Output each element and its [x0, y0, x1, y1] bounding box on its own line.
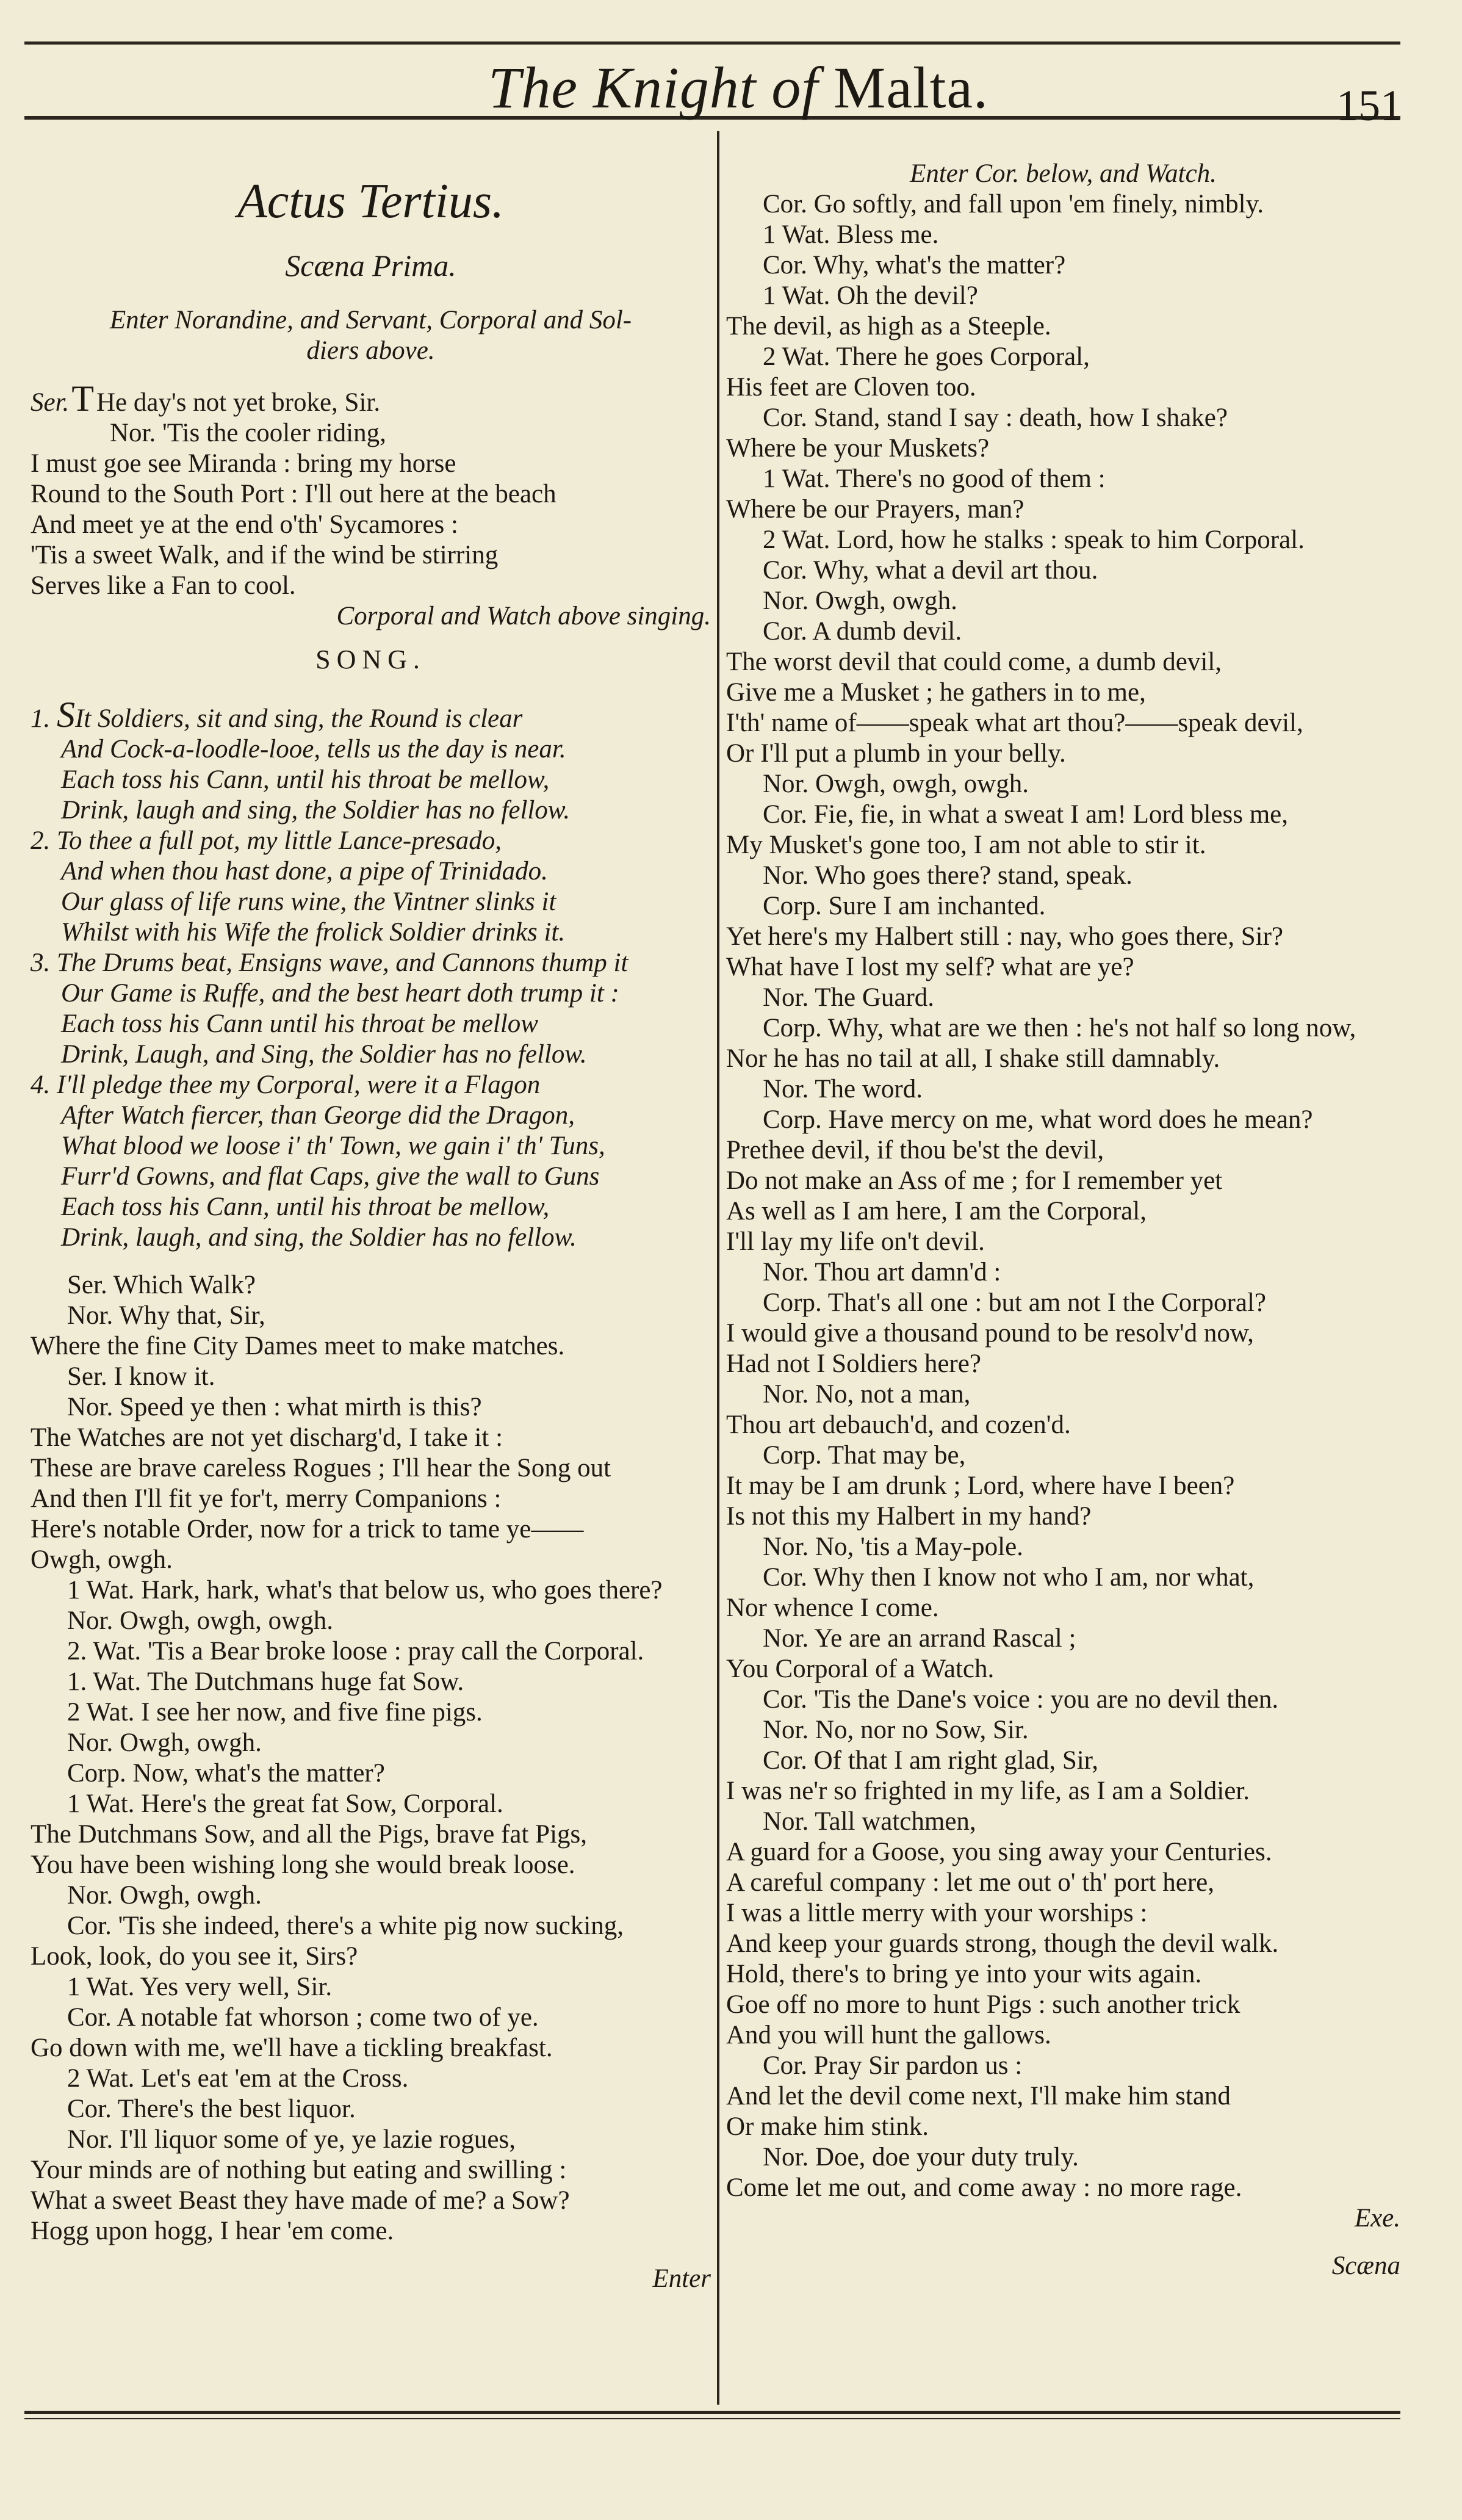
- right-column: [726, 146, 1400, 2281]
- dialogue-line: Where the fine City Dames meet to make matches.: [31, 1332, 565, 1360]
- column-divider: [717, 131, 719, 2405]
- dialogue-line: Here's notable Order, now for a trick to tame ye——: [31, 1515, 584, 1543]
- dialogue-line: And keep your guards strong, though the devil walk.: [726, 1929, 1279, 1958]
- stage-direction: diers above.: [306, 336, 435, 365]
- dialogue-line: Corp. Sure I am inchanted.: [763, 892, 1046, 920]
- dialogue-line: Your minds are of nothing but eating and swilling :: [31, 2156, 567, 2184]
- dialogue-line: 1. Wat. The Dutchmans huge fat Sow.: [67, 1667, 464, 1696]
- song-line: Our Game is Ruffe, and the best heart doth trump it :: [61, 979, 619, 1008]
- dialogue-line: Cor. A notable fat whorson ; come two of ye.: [67, 2003, 539, 2032]
- drop-cap: S: [57, 695, 75, 735]
- dialogue-line: And let the devil come next, I'll make him stand: [726, 2082, 1231, 2110]
- dialogue-line: A guard for a Goose, you sing away your Centuries.: [726, 1838, 1272, 1866]
- dialogue-line: Corp. That's all one : but am not I the Corporal?: [763, 1288, 1266, 1317]
- dialogue-line: Nor. The Guard.: [763, 983, 935, 1012]
- dialogue-line: Nor. Owgh, owgh.: [763, 587, 957, 615]
- dialogue-line: Nor. Ye are an arrand Rascal ;: [763, 1624, 1076, 1653]
- dialogue-line: Go down with me, we'll have a tickling breakfast.: [31, 2034, 553, 2062]
- song-line: 3. The Drums beat, Ensigns wave, and Cannons thump it: [31, 948, 628, 977]
- dialogue-line: Look, look, do you see it, Sirs?: [31, 1942, 358, 1971]
- dialogue-line: Yet here's my Halbert still : nay, who goes there, Sir?: [726, 922, 1283, 951]
- dialogue-line: Corp. That may be,: [763, 1441, 966, 1470]
- dialogue-line: I would give a thousand pound to be resolv'd now,: [726, 1319, 1254, 1348]
- song-line: Each toss his Cann, until his throat be mellow,: [61, 1193, 550, 1221]
- dialogue-line: 2 Wat. There he goes Corporal,: [763, 342, 1090, 371]
- dialogue-line: 1 Wat. Yes very well, Sir.: [67, 1973, 333, 2001]
- verse-text: He day's not yet broke, Sir.: [96, 388, 381, 417]
- drop-cap: T: [71, 378, 94, 419]
- dialogue-line: Corp. Now, what's the matter?: [67, 1759, 385, 1788]
- dialogue-line: Cor. Pray Sir pardon us :: [763, 2051, 1023, 2080]
- stage-direction: Enter Cor. below, and Watch.: [910, 159, 1217, 188]
- dialogue-line: Nor. Doe, doe your duty truly.: [763, 2143, 1079, 2172]
- verse-line: Nor. 'Tis the cooler riding,: [110, 419, 386, 447]
- dialogue-line: 2 Wat. I see her now, and five fine pigs.: [67, 1698, 483, 1727]
- dialogue-line: I was a little merry with your worships :: [726, 1899, 1148, 1927]
- catchword: Scæna: [1331, 2251, 1400, 2280]
- dialogue-line: 2 Wat. Lord, how he stalks : speak to him Corporal.: [763, 525, 1305, 554]
- song-line: 2. To thee a full pot, my little Lance-presado,: [31, 826, 502, 855]
- stanza-number: 1.: [31, 704, 51, 733]
- page-number: 151: [1336, 81, 1402, 130]
- verse-line: 'Tis a sweet Walk, and if the wind be stirring: [31, 541, 499, 569]
- song-line: After Watch fiercer, than George did the Dragon,: [61, 1101, 575, 1130]
- dialogue-line: Nor. Owgh, owgh, owgh.: [67, 1606, 333, 1635]
- song-line: Drink, Laugh, and Sing, the Soldier has no fellow.: [61, 1040, 587, 1069]
- song-line: What blood we loose i' th' Town, we gain i' th' Tuns,: [61, 1132, 605, 1160]
- dialogue-line: Do not make an Ass of me ; for I remember yet: [726, 1166, 1223, 1195]
- bottom-rule-thin: [24, 2418, 1400, 2419]
- dialogue-line: 2. Wat. 'Tis a Bear broke loose : pray call the Corporal.: [67, 1637, 644, 1666]
- dialogue-line: Goe off no more to hunt Pigs : such another trick: [726, 1990, 1241, 2019]
- dialogue-line: Cor. A dumb devil.: [763, 617, 962, 646]
- dialogue-line: Nor. Why that, Sir,: [67, 1301, 265, 1330]
- verse-line: [31, 378, 711, 419]
- act-heading: Actus Tertius.: [237, 175, 505, 228]
- song-line: Furr'd Gowns, and flat Caps, give the wall to Guns: [61, 1162, 600, 1191]
- verse-line: Round to the South Port : I'll out here at the beach: [31, 480, 556, 508]
- song-line: 4. I'll pledge thee my Corporal, were it a Flagon: [31, 1070, 541, 1099]
- song-line: Whilst with his Wife the frolick Soldier drinks it.: [61, 918, 566, 947]
- dialogue-line: 1 Wat. Bless me.: [763, 220, 939, 249]
- song-line: Each toss his Cann until his throat be mellow: [61, 1009, 538, 1038]
- dialogue-line: Where be our Prayers, man?: [726, 495, 1024, 524]
- song-line: Each toss his Cann, until his throat be mellow,: [61, 765, 550, 794]
- dialogue-line: Cor. 'Tis she indeed, there's a white pig now sucking,: [67, 1912, 624, 1940]
- song-line: Our glass of life runs wine, the Vintner slinks it: [61, 887, 556, 916]
- exit-direction: Exe.: [1354, 2204, 1400, 2233]
- speaker-tag: Ser.: [31, 388, 70, 417]
- dialogue-line: Cor. Why, what a devil art thou.: [763, 556, 1098, 585]
- dialogue-line: You have been wishing long she would break loose.: [31, 1850, 575, 1879]
- dialogue-line: Nor whence I come.: [726, 1594, 939, 1622]
- dialogue-line: Cor. 'Tis the Dane's voice : you are no devil then.: [763, 1685, 1279, 1714]
- dialogue-line: Hogg upon hogg, I hear 'em come.: [31, 2217, 394, 2245]
- dialogue-line: The Watches are not yet discharg'd, I take it :: [31, 1423, 503, 1452]
- dialogue-line: Had not I Soldiers here?: [726, 1349, 981, 1378]
- dialogue-line: I was ne'r so frighted in my life, as I am a Soldier.: [726, 1777, 1250, 1805]
- song-line: And when thou hast done, a pipe of Trinidado.: [61, 857, 548, 886]
- title-italic: The Knight of: [488, 55, 819, 120]
- stage-direction: Enter Norandine, and Servant, Corporal and Sol-: [109, 306, 632, 334]
- dialogue-line: My Musket's gone too, I am not able to stir it.: [726, 831, 1206, 859]
- dialogue-line: Nor he has no tail at all, I shake still damnably.: [726, 1044, 1220, 1073]
- dialogue-line: Nor. Owgh, owgh.: [67, 1881, 262, 1910]
- dialogue-line: 2 Wat. Let's eat 'em at the Cross.: [67, 2064, 409, 2093]
- dialogue-line: 1 Wat. There's no good of them :: [763, 464, 1106, 493]
- page-title: [488, 54, 988, 121]
- dialogue-line: I'll lay my life on't devil.: [726, 1227, 985, 1256]
- dialogue-line: Cor. Of that I am right glad, Sir,: [763, 1746, 1099, 1775]
- dialogue-line: Nor. The word.: [763, 1075, 923, 1103]
- song-text: It Soldiers, sit and sing, the Round is clear: [75, 704, 523, 733]
- song-line: Drink, laugh and sing, the Soldier has no fellow.: [61, 796, 571, 825]
- scene-heading: Scæna Prima.: [285, 248, 456, 283]
- dialogue-line: The Dutchmans Sow, and all the Pigs, brave fat Pigs,: [31, 1820, 588, 1849]
- catchword: Enter: [652, 2264, 711, 2293]
- dialogue-line: Nor. I'll liquor some of ye, ye lazie rogues,: [67, 2125, 516, 2154]
- dialogue-line: What have I lost my self? what are ye?: [726, 953, 1134, 981]
- dialogue-line: Cor. Fie, fie, in what a sweat I am! Lord bless me,: [763, 800, 1288, 829]
- dialogue-line: Corp. Why, what are we then : he's not half so long now,: [763, 1014, 1356, 1042]
- dialogue-line: What a sweet Beast they have made of me? a Sow?: [31, 2186, 570, 2215]
- dialogue-line: The devil, as high as a Steeple.: [726, 312, 1051, 341]
- dialogue-line: Give me a Musket ; he gathers in to me,: [726, 678, 1146, 707]
- dialogue-line: As well as I am here, I am the Corporal,: [726, 1197, 1147, 1226]
- dialogue-line: And you will hunt the gallows.: [726, 2021, 1051, 2049]
- dialogue-line: And then I'll fit ye for't, merry Companions :: [31, 1484, 502, 1513]
- dialogue-line: Corp. Have mercy on me, what word does he mean?: [763, 1105, 1313, 1134]
- dialogue-line: You Corporal of a Watch.: [726, 1655, 995, 1683]
- dialogue-line: Where be your Muskets?: [726, 434, 990, 463]
- dialogue-line: I'th' name of——speak what art thou?——speak devil,: [726, 709, 1303, 737]
- song-line: [31, 695, 711, 735]
- dialogue-line: Cor. Stand, stand I say : death, how I shake?: [763, 403, 1228, 432]
- dialogue-line: It may be I am drunk ; Lord, where have I been?: [726, 1471, 1235, 1500]
- stage-direction: Corporal and Watch above singing.: [336, 602, 711, 630]
- dialogue-line: Nor. Owgh, owgh.: [67, 1728, 262, 1757]
- dialogue-line: Nor. Owgh, owgh, owgh.: [763, 770, 1029, 798]
- dialogue-line: Hold, there's to bring ye into your wits again.: [726, 1960, 1202, 1988]
- bottom-rule: [24, 2411, 1400, 2414]
- dialogue-line: A careful company : let me out o' th' port here,: [726, 1868, 1214, 1897]
- dialogue-line: Cor. Why then I know not who I am, nor what,: [763, 1563, 1255, 1592]
- dialogue-line: Nor. No, not a man,: [763, 1380, 971, 1409]
- dialogue-line: Cor. There's the best liquor.: [67, 2095, 356, 2123]
- dialogue-line: Nor. No, nor no Sow, Sir.: [763, 1716, 1029, 1744]
- dialogue-line: Thou art debauch'd, and cozen'd.: [726, 1410, 1071, 1439]
- dialogue-line: Nor. Thou art damn'd :: [763, 1258, 1001, 1287]
- song-line: Drink, laugh, and sing, the Soldier has no fellow.: [61, 1223, 577, 1252]
- dialogue-line: 1 Wat. Oh the devil?: [763, 281, 978, 310]
- dialogue-line: Is not this my Halbert in my hand?: [726, 1502, 1092, 1531]
- dialogue-line: His feet are Cloven too.: [726, 373, 976, 402]
- dialogue-line: Come let me out, and come away : no more rage.: [726, 2173, 1242, 2202]
- dialogue-line: Nor. No, 'tis a May-pole.: [763, 1533, 1023, 1561]
- dialogue-line: Or I'll put a plumb in your belly.: [726, 739, 1066, 768]
- dialogue-line: 1 Wat. Here's the great fat Sow, Corporal.: [67, 1789, 503, 1818]
- dialogue-line: Nor. Who goes there? stand, speak.: [763, 861, 1133, 890]
- dialogue-line: Nor. Tall watchmen,: [763, 1807, 976, 1836]
- dialogue-line: Or make him stink.: [726, 2112, 929, 2141]
- dialogue-line: Prethee devil, if thou be'st the devil,: [726, 1136, 1104, 1164]
- running-header: [0, 43, 1462, 130]
- verse-line: Serves like a Fan to cool.: [31, 571, 296, 600]
- dialogue-line: The worst devil that could come, a dumb devil,: [726, 648, 1222, 676]
- song-heading: SONG.: [315, 644, 426, 674]
- dialogue-line: Owgh, owgh.: [31, 1545, 173, 1574]
- dialogue-line: Cor. Go softly, and fall upon 'em finely, nimbly.: [763, 190, 1264, 218]
- dialogue-line: Cor. Why, what's the matter?: [763, 251, 1066, 280]
- verse-line: And meet ye at the end o'th' Sycamores :: [31, 510, 458, 539]
- left-column: [31, 146, 711, 2294]
- song-line: And Cock-a-loodle-looe, tells us the day is near.: [61, 735, 566, 764]
- title-roman: Malta.: [834, 55, 988, 120]
- dialogue-line: 1 Wat. Hark, hark, what's that below us, who goes there?: [67, 1576, 663, 1605]
- dialogue-line: Ser. Which Walk?: [67, 1271, 256, 1299]
- dialogue-line: Nor. Speed ye then : what mirth is this?: [67, 1393, 482, 1421]
- dialogue-line: These are brave careless Rogues ; I'll hear the Song out: [31, 1454, 611, 1482]
- dialogue-line: Ser. I know it.: [67, 1362, 215, 1391]
- verse-line: I must goe see Miranda : bring my horse: [31, 449, 456, 478]
